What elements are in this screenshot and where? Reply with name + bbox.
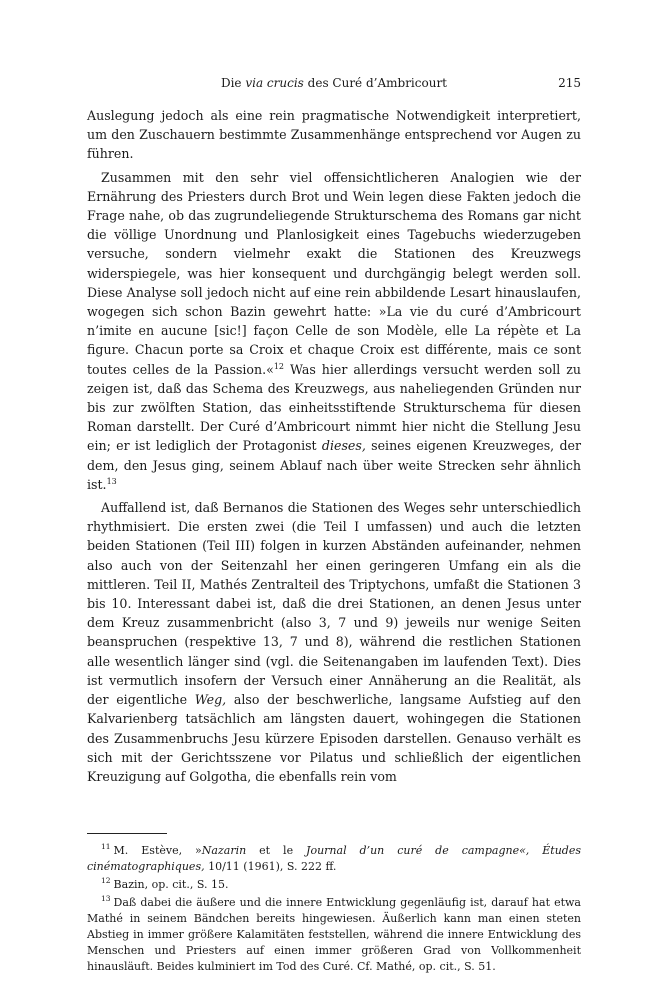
italic-run: Nazarin	[201, 844, 247, 857]
footnote-12	[87, 877, 581, 893]
text-run: Auffallend ist, daß Bernanos die Stationen des Weges sehr unterschiedlich rhythmisiert. Die ersten zwei (die Teil I umfassen) und auch die letzten beiden Stationen (Teil III) folgen in kurzen Abständen aufeinander, nehmen also auch von der Seitenzahl her einen geringeren Umfang ein als die mittleren. Teil II, Mathés Zentralteil des Triptychons, umfaßt die Stationen 3 bis 10. Interessant dabei ist, daß die drei Stationen, an denen Jesus unter dem Kreuz zusammenbricht (also 3, 7 und 9) jeweils nur wenige Seiten beanspruchen (respektive 13, 7 und 8), während die restlichen Stationen alle wesentlich länger sind (vgl. die Seitenangaben im laufenden Text). Dies ist vermutlich insofern der Versuch einer Annäherung an die Realität, als der eigentliche	[87, 500, 581, 708]
text-run: M. Estève, »	[113, 844, 202, 857]
running-header	[87, 76, 581, 94]
footnote-rule	[87, 833, 167, 834]
title-italic: via crucis	[245, 76, 304, 90]
text-run: et le	[246, 844, 307, 857]
italic-run: Journal d’un curé de campagne«, Études cinématographiques,	[87, 844, 581, 873]
text-run: 10/11 (1961), S. 222 ff.	[204, 860, 337, 873]
footnote-ref-13[interactable]: 13	[106, 476, 117, 486]
footnote-11	[87, 843, 581, 875]
footnote-13	[87, 895, 581, 975]
italic-run: Weg,	[194, 692, 227, 708]
title-part: des Curé d’Ambricourt	[303, 76, 448, 90]
paragraph-3	[87, 498, 581, 786]
footnote-number: 13	[101, 894, 111, 904]
running-title	[87, 76, 581, 90]
title-part: Die	[220, 76, 246, 90]
text-run: Zusammen mit den sehr viel offensichtlicheren Analogien wie der Ernährung des Priesters durch Brot und Wein legen diese Fakten jedoch die Frage nahe, ob das zugrundeliegende Strukturschema des Romans gar nicht die völlige Unordnung und Planlosigkeit eines Tagebuchs wiederzugeben versuche, sondern vielmehr exakt die Stationen des Kreuzwegs widerspiegele, was hier konsequent und durchgängig belegt werden soll. Diese Analyse soll jedoch nicht auf eine rein abbildende Lesart hinauslaufen, wogegen sich schon Bazin gewehrt hatte: »La vie du curé d’Ambricourt n’imite en aucune [sic!] façon Celle de son Modèle, elle La répète et La figure. Chacun porte sa Croix et chaque Croix est différente, mais ce sont toutes celles de la Passion.«	[87, 169, 581, 377]
paragraph-1: Auslegung jedoch als eine rein pragmatische Notwendigkeit interpretiert, um den Zuschauern bestimmte Zusammenhänge entsprechend vor Augen zu führen.	[87, 108, 581, 162]
text-run: Was hier allerdings versucht werden soll zu zeigen ist, daß das Schema des Kreuzwegs, aus naheliegenden Gründen nur bis zur zwölften Station, das einheitsstiftende Strukturschema für diesen Roman darstellt. Der Curé d’Ambricourt nimmt hier nicht die Stellung Jesu ein; er ist lediglich der Protagonist	[87, 361, 582, 454]
footnote-number: 12	[101, 876, 111, 886]
paragraph-2	[87, 168, 581, 494]
text-run: also der beschwerliche, langsame Aufstieg auf den Kalvarienberg tatsächlich am längsten dauert, wohingegen die Stationen des Zusammenbruchs Jesu kürzere Episoden darstellen. Genauso verhält es sich mit der Gerichtsszene vor Pilatus und schließlich der eigentlichen Kreuzigung auf Golgotha, die ebenfalls rein vom	[87, 692, 581, 784]
text-run: Daß dabei die äußere und die innere Entwicklung gegenläufig ist, darauf hat etwa Mathé in seinem Bändchen bereits hingewiesen. Äußerlich kann man einen steten Abstieg in immer größere Kalamitäten feststellen, während die innere Entwicklung des Menschen und Priesters auf einen immer größeren Grad von Vollkommenheit hinausläuft. Beides kulminiert im Tod des Curé. Cf. Mathé, op. cit., S. 51.	[87, 896, 581, 973]
footnote-number: 11	[101, 842, 111, 852]
footnote-ref-12[interactable]: 12	[273, 361, 285, 371]
footnotes	[87, 843, 581, 977]
body-text	[87, 106, 581, 790]
text-run: Bazin, op. cit., S. 15.	[113, 878, 229, 891]
page-number: 215	[558, 76, 581, 90]
text-run: seines eigenen Kreuzweges, der dem, den Jesus ging, seinem Ablauf nach über weite Strecken sehr ähnlich ist.	[87, 438, 581, 492]
italic-run: dieses,	[321, 438, 366, 454]
